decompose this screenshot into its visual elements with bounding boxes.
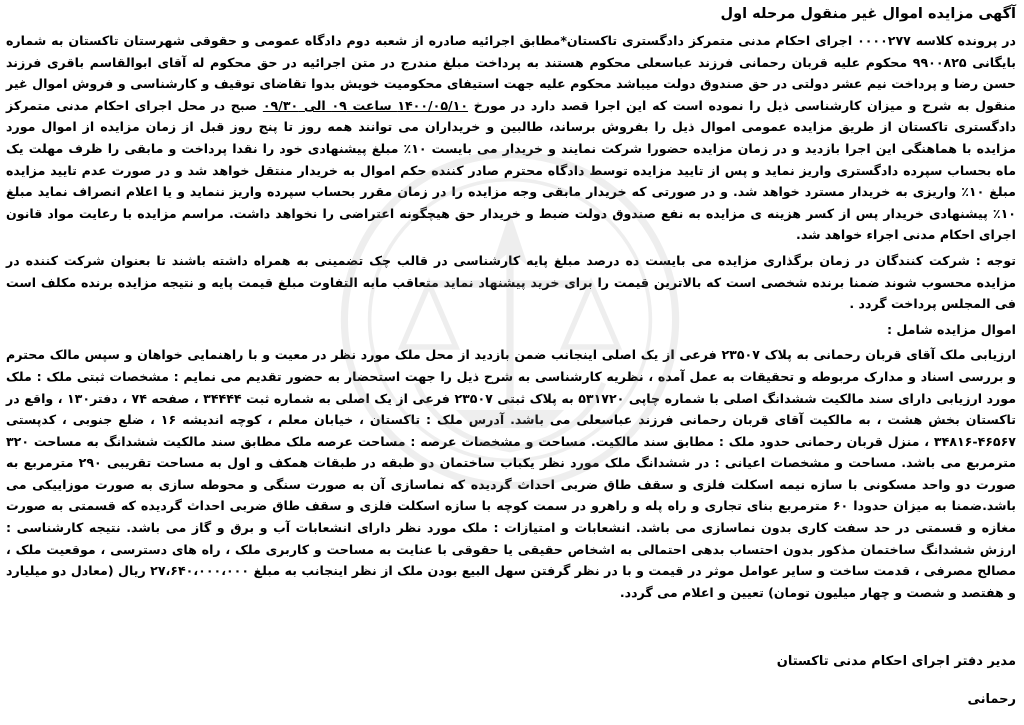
property-heading: اموال مزایده شامل : <box>887 321 1016 337</box>
signature-name: رحمانی <box>967 692 1016 707</box>
intro-text-2: صبح در محل اجرای احکام مدنی متمرکز دادگستری تاکستان از طریق مزایده عمومی اموال ذیل را بفروش برساند، طالبین و خریداران می توانند همه روز تا پنج روز قبل از زمان مزایده از اموال مورد مزایده با هماهنگی این اجرا بازدید و در زمان مزایده حضورا شرکت نمایند و خریدار می بایست ۱۰٪ مبلغ پیشنهادی خود را نقدا پرداخت و مابقی را ظرف مهلت یک ماه بحساب سپرده دادگستری واریز نماید و پس از تایید مزایده توسط دادگاه محترم صادر کننده حکم اموال به خریدار منتقل خواهد شد و در صورت عدم تایید مزایده مبلغ ۱۰٪ واریزی به خریدار مسترد خواهد شد. و در صورتی که خریدار مابقی وجه مزایده را در زمان مقرر بحساب سپرده واریز ننماید و یا اعلام انصراف نماید مبلغ ۱۰٪ پیشنهادی خریدار پس از کسر هزینه ی مزایده به نفع صندوق دولت ضبط و خریدار حق هیچگونه اعتراضی را نخواهد داشت. مراسم مزایده با رعایت مواد قانون اجرای احکام مدنی اجراء خواهد شد. <box>6 97 1016 243</box>
auction-date: ۱۴۰۰/۰۵/۱۰ ساعت ۰۹ الی ۰۹/۳۰ <box>262 97 469 113</box>
signature-title: مدیر دفتر اجرای احکام مدنی تاکستان <box>776 654 1016 669</box>
signature-block <box>777 652 1016 710</box>
intro-paragraph <box>6 30 1016 246</box>
intro-text-1: در پرونده کلاسه ۰۰۰۰۲۷۷ اجرای احکام مدنی متمرکز دادگستری تاکستان*مطابق اجرائیه صادره از شعبه دوم دادگاه عمومی و حقوقی شهرستان تاکستان به شماره بایگانی ۹۹۰۰۸۲۵ محکوم علیه قربان رحمانی فرزند عباسعلی محکوم هستند به پرداخت مبلغ مندرج در متن اجرائیه در حق محکوم له آقای ابوالقاسم باقری فرزند حسن رضا و پرداخت نیم عشر دولتی در حق صندوق دولت میباشد محکوم علیه جهت استیفای محکومیت خویش بدوا تقاضای توقیف و کارشناسی و فروش اموال غیر منقول به شرح و میزان کارشناسی ذیل را نموده است که این اجرا قصد دارد در مورخ <box>6 33 1016 113</box>
notice-title: آگهی مزایده اموال غیر منقول مرحله اول <box>720 6 1016 22</box>
note-paragraph: توجه : شرکت کنندگان در زمان برگذاری مزایده می بایست ده درصد مبلغ پایه کارشناسی در قالب چک تضمینی به همراه داشته باشند تا بعنوان شرکت کننده در مزایده محسوب شوند ضمنا برنده شخصی است که بالاترین قیمت را برای خرید پیشنهاد نماید متعاقب مابه التفاوت مبلغ قیمت پایه و نتیجه مزایده برنده مکلف است فی المجلس پرداخت گردد . <box>6 252 1016 312</box>
property-description: ارزیابی ملک آقای قربان رحمانی به پلاک ۲۳۵۰۷ فرعی از یک اصلی اینجانب ضمن بازدید از محل ملک مورد نظر در معیت و با راهنمایی خواهان و سپس مالک محترم و بررسی اسناد و مدارک مربوطه و تحقیقات به عمل آمده ، نظریه کارشناسی به شرح ذیل را جهت استحضار به حضور تقدیم می نمایم : مشخصات ثبتی ملک : ملک مورد ارزیابی دارای سند مالکیت ششدانگ اصلی با شماره چاپی ۵۳۱۷۲۰ به پلاک ثبتی ۲۳۵۰۷ فرعی از یک اصلی به شماره ثبت ۳۴۴۴۴ ، صفحه ۷۴ ، دفتر۱۳۰ ، واقع در تاکستان بخش هشت ، به مالکیت آقای قربان رحمانی فرزند عباسعلی می باشد. آدرس ملک : تاکستان ، خیابان معلم ، کوچه اندیشه ۱۶ ، ضلع جنوبی ، کدپستی ۴۶۵۶۷-۳۴۸۱۶ ، منزل قربان رحمانی حدود ملک : مطابق سند مالکیت. مساحت و مشخصات عرصه : مساحت عرصه ملک مطابق سند مالکیت ششدانگ به مساحت ۳۲۰ مترمربع می باشد. مساحت و مشخصات اعیانی : در ششدانگ ملک مورد نظر یکباب ساختمان دو طبقه در طبقات همکف و اول به مساحت تقریبی ۲۹۰ مترمربع به صورت دو واحد مسکونی با سازه نیمه اسکلت فلزی و سقف طاق ضربی احداث گردیده که نماسازی آن به صورت سنگی و محوطه سازی به صورت موزاییکی می باشد.ضمنا به میزان حدودا ۶۰ مترمربع بنای تجاری و راه پله و راهرو در سمت کوچه با سازه اسکلت فلزی و سقف طاق ضربی احداث گردیده که قسمتی به صورت مغازه و قسمتی در حد سفت کاری بدون نماسازی می باشد. انشعابات و امتیازات : ملک مورد نظر دارای انشعابات آب و برق و گاز می باشد. نتیجه کارشناسی : ارزش ششدانگ ساختمان مذکور بدون احتساب بدهی احتمالی به اشخاص حقیقی یا حقوقی با عنایت به مساحت و کاربری ملک ، راه های دسترسی ، موقعیت ملک ، مصالح مصرفی ، قدمت ساخت و سایر عوامل موثر در قیمت و با در نظر گرفتن سهل البیع بودن ملک از نظر اینجانب به مبلغ ۲۷،۶۴۰،۰۰۰،۰۰۰ ریال (معادل دو میلیارد و هفتصد و شصت و چهار میلیون تومان) تعیین و اعلام می گردد. <box>6 347 1017 600</box>
